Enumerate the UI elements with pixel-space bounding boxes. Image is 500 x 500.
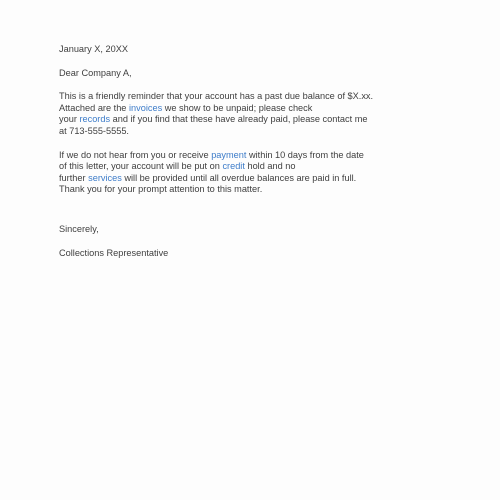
paragraph-notice xyxy=(59,150,459,196)
invoices-link[interactable]: invoices xyxy=(128,102,163,113)
text-segment: we show to be unpaid; please check xyxy=(162,102,313,113)
text-segment: within 10 days from the date xyxy=(246,149,364,160)
text-segment: and if you find that these have already paid, please contact me xyxy=(110,114,368,125)
services-link[interactable]: services xyxy=(88,172,122,183)
text-segment: If we do not hear from you or receive xyxy=(59,149,212,160)
paragraph-line xyxy=(59,150,459,162)
text-segment: your xyxy=(59,114,80,125)
records-link[interactable]: records xyxy=(79,114,111,125)
paragraph-line xyxy=(59,173,459,185)
paragraph-line xyxy=(59,114,459,126)
paragraph-line: This is a friendly reminder that your account has a past due balance of $X.xx. xyxy=(59,91,374,102)
paragraph-line: Thank you for your prompt attention to this matter. xyxy=(59,184,263,195)
letter-salutation: Dear Company A, xyxy=(59,67,132,78)
letter-closing: Sincerely, xyxy=(59,223,99,234)
paragraph-reminder xyxy=(59,91,459,137)
text-segment: further xyxy=(59,172,89,183)
text-segment: hold and no xyxy=(244,161,296,172)
letter-signature: Collections Representative xyxy=(59,247,169,258)
payment-link[interactable]: payment xyxy=(211,149,247,160)
paragraph-line xyxy=(59,161,459,173)
text-segment: Attached are the xyxy=(59,102,129,113)
paragraph-line xyxy=(59,103,459,115)
letter-date: January X, 20XX xyxy=(59,44,128,54)
text-segment: will be provided until all overdue balances are paid in full. xyxy=(121,172,357,183)
text-segment: of this letter, your account will be put on xyxy=(59,161,223,172)
letter-body xyxy=(59,44,459,259)
paragraph-line: at 713-555-5555. xyxy=(59,125,129,136)
credit-link[interactable]: credit xyxy=(222,161,245,172)
